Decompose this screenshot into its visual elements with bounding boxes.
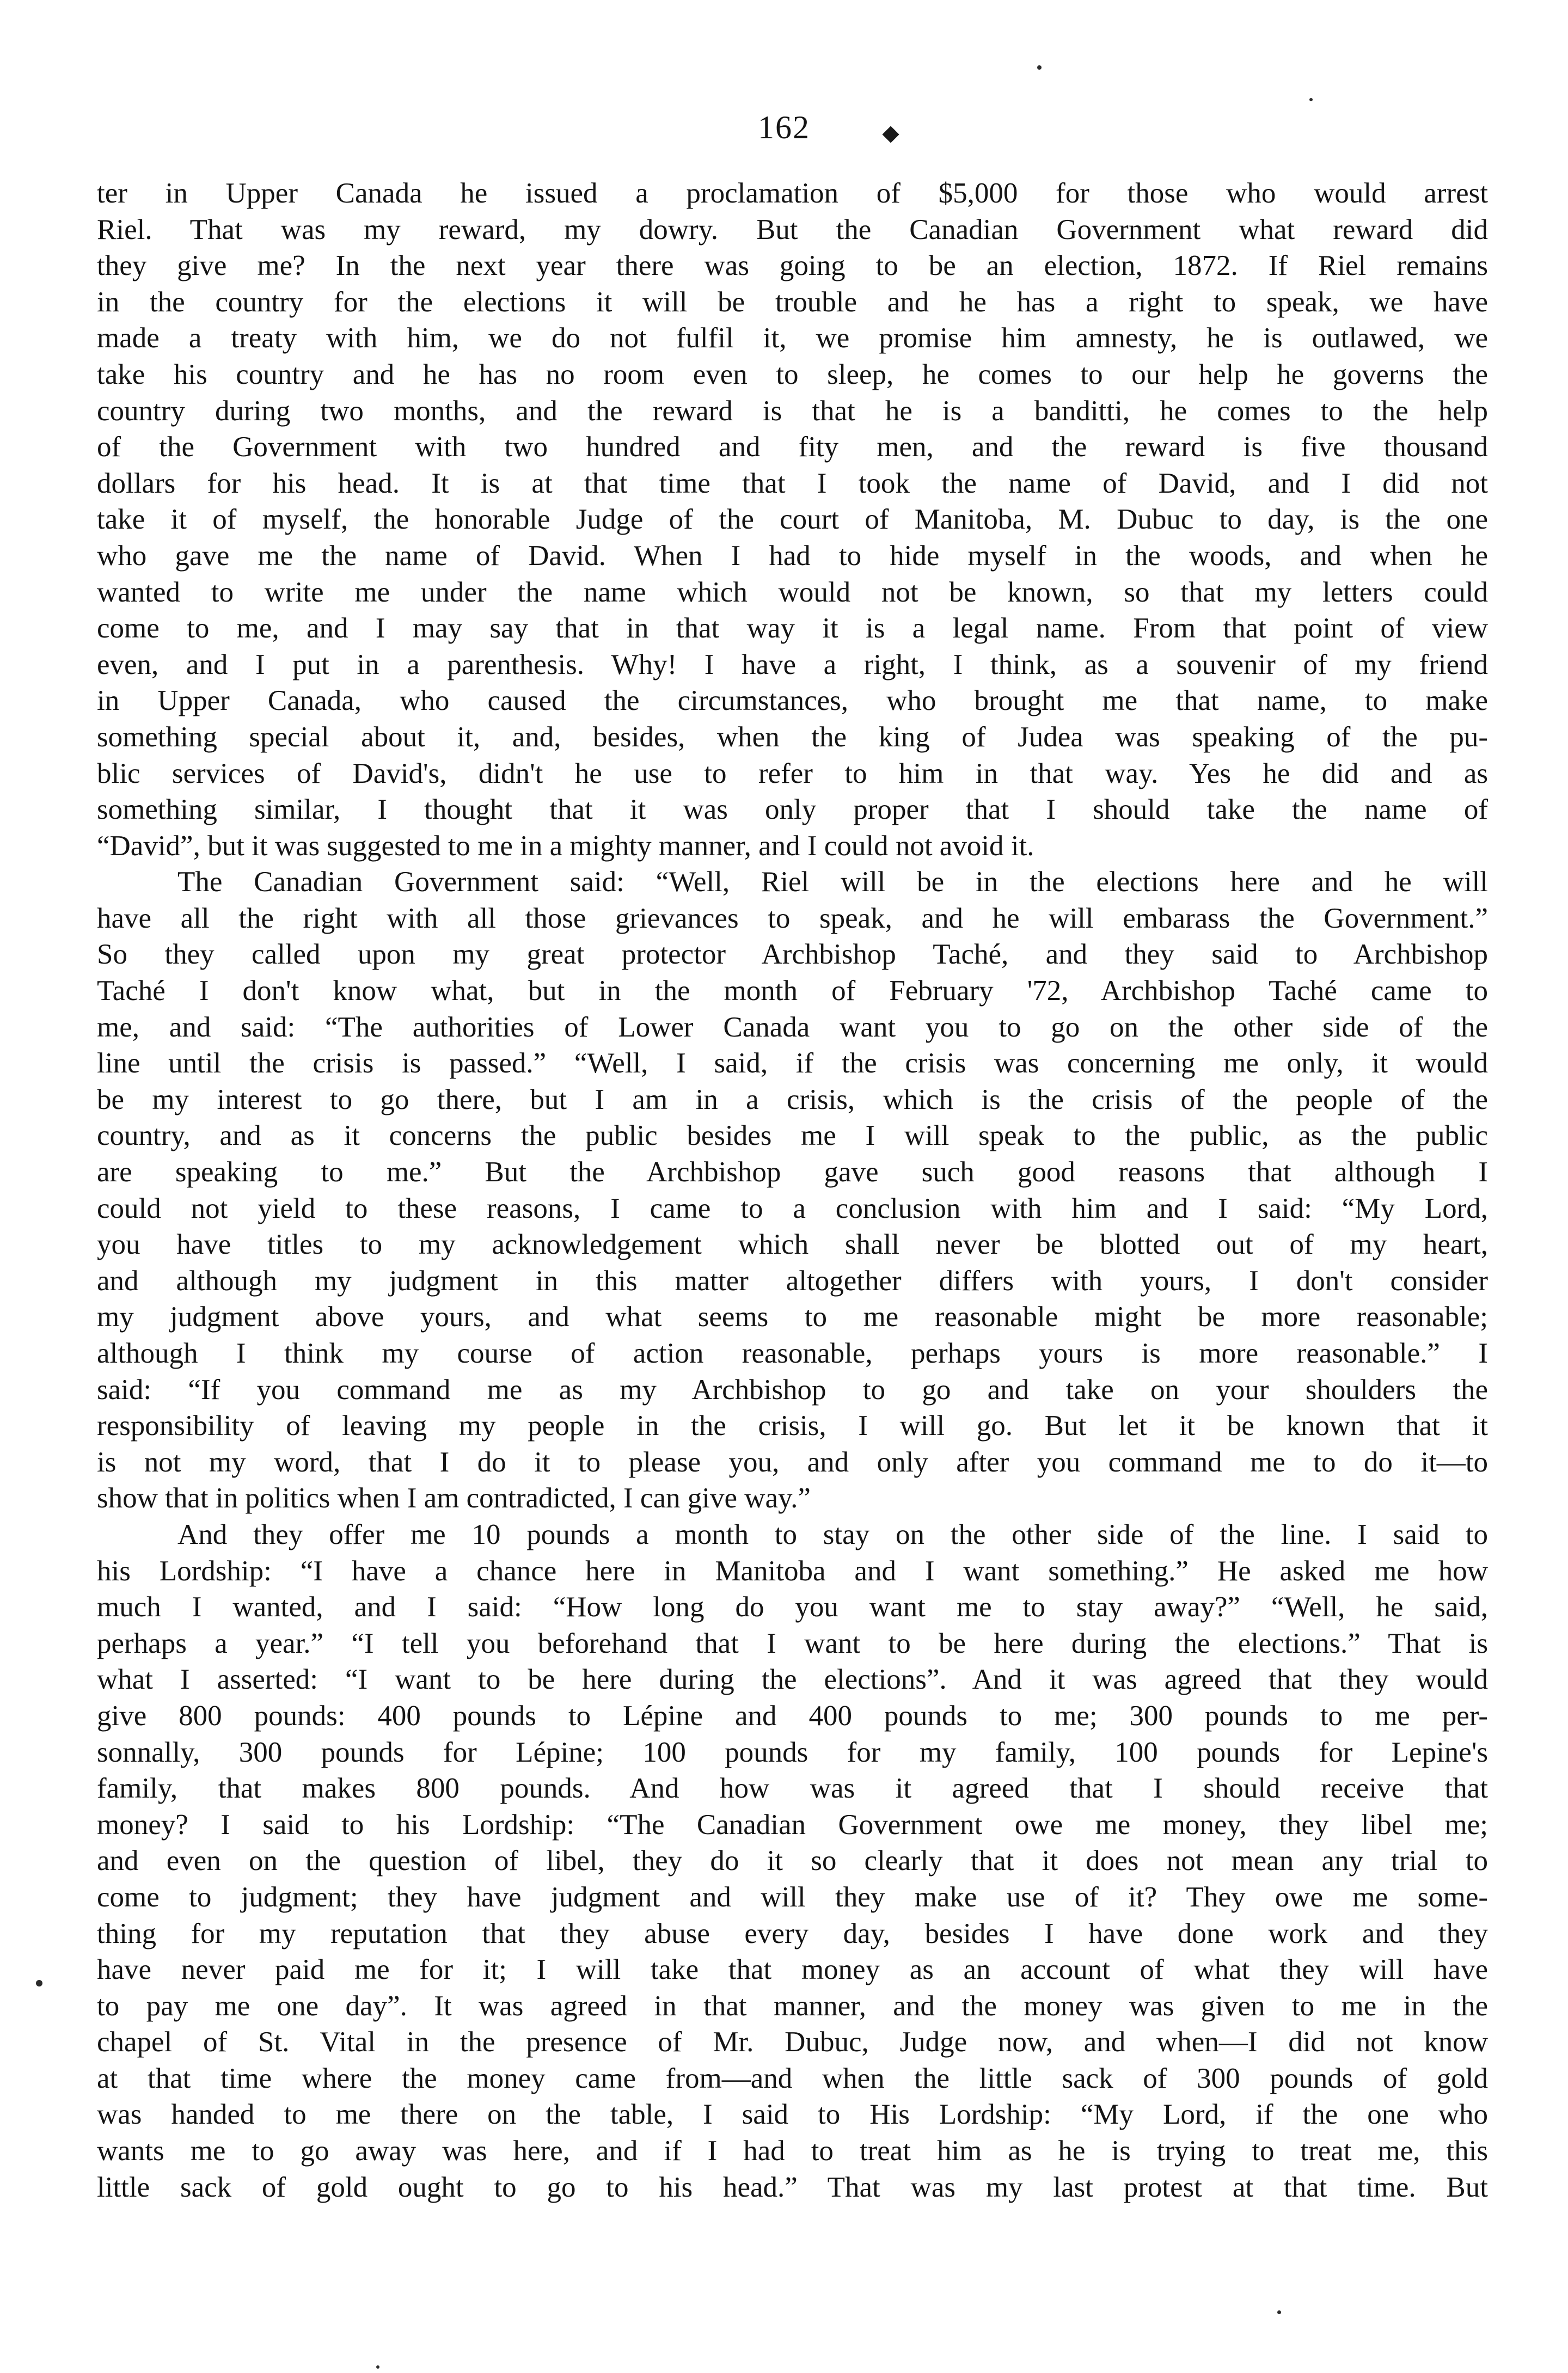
text-line: even, and I put in a parenthesis. Why! I have a right, I think, as a souvenir of my friend — [97, 648, 1488, 680]
text-line: country during two months, and the reward is that he is a banditti, he comes to the help — [97, 395, 1488, 427]
text-line: made a treaty with him, we do not fulfil it, we promise him amnesty, he is outlawed, we — [97, 322, 1488, 354]
text-line: what I asserted: “I want to be here during the elections”. And it was agreed that they would — [97, 1664, 1488, 1696]
ink-speck — [1037, 65, 1042, 70]
text-line: show that in politics when I am contradicted, I can give way.” — [97, 1482, 811, 1514]
text-line: to pay me one day”. It was agreed in that manner, and the money was given to me in the — [97, 1990, 1488, 2022]
ink-speck — [1277, 2310, 1281, 2314]
text-line: responsibility of leaving my people in the crisis, I will go. But let it be known that it — [97, 1410, 1488, 1442]
ink-speck — [1309, 98, 1313, 101]
text-line: in the country for the elections it will be trouble and he has a right to speak, we have — [97, 286, 1488, 318]
text-line: sonnally, 300 pounds for Lépine; 100 pounds for my family, 100 pounds for Lepine's — [97, 1736, 1488, 1768]
text-line: take his country and he has no room even to sleep, he comes to our help he governs the — [97, 358, 1488, 390]
text-line: take it of myself, the honorable Judge of the court of Manitoba, M. Dubuc to day, is the one — [97, 504, 1488, 536]
text-line: perhaps a year.” “I tell you beforehand that I want to be here during the elections.” That is — [97, 1627, 1488, 1659]
text-line: in Upper Canada, who caused the circumstances, who brought me that name, to make — [97, 685, 1488, 717]
text-line: is not my word, that I do it to please you, and only after you command me to do it—to — [97, 1446, 1488, 1478]
text-line: who gave me the name of David. When I had to hide myself in the woods, and when he — [97, 539, 1488, 572]
text-line: something similar, I thought that it was only proper that I should take the name of — [97, 794, 1488, 826]
ink-speck — [36, 1980, 42, 1986]
text-line: country, and as it concerns the public besides me I will speak to the public, as the public — [97, 1120, 1488, 1152]
text-line: Taché I don't know what, but in the month of February '72, Archbishop Taché came to — [97, 975, 1488, 1007]
text-line: and even on the question of libel, they do it so clearly that it does not mean any trial to — [97, 1845, 1488, 1877]
text-line: family, that makes 800 pounds. And how was it agreed that I should receive that — [97, 1773, 1488, 1805]
text-line: something special about it, and, besides, when the king of Judea was speaking of the pu- — [97, 721, 1488, 753]
text-line: blic services of David's, didn't he use to refer to him in that way. Yes he did and as — [97, 757, 1488, 789]
text-line: have never paid me for it; I will take that money as an account of what they will have — [97, 1954, 1488, 1986]
ink-speck — [376, 2365, 379, 2369]
text-line: money? I said to his Lordship: “The Canadian Government owe me money, they libel me; — [97, 1808, 1488, 1841]
text-line: his Lordship: “I have a chance here in Manitoba and I want something.” He asked me how — [97, 1555, 1488, 1587]
text-line: although I think my course of action reasonable, perhaps yours is more reasonable.” I — [97, 1338, 1488, 1369]
text-line: come to me, and I may say that in that way it is a legal name. From that point of view — [97, 612, 1488, 645]
text-line: Riel. That was my reward, my dowry. But the Canadian Government what reward did — [97, 213, 1488, 246]
text-line: my judgment above yours, and what seems to me reasonable might be more reasonable; — [97, 1301, 1488, 1333]
body-text — [97, 175, 1488, 2205]
page-number: 162 — [758, 109, 810, 145]
text-line: of the Government with two hundred and fity men, and the reward is five thousand — [97, 431, 1488, 463]
text-line: you have titles to my acknowledgement which shall never be blotted out of my heart, — [97, 1229, 1488, 1261]
text-line: have all the right with all those grievances to speak, and he will embarass the Government.” — [97, 902, 1488, 934]
text-line: said: “If you command me as my Archbishop to go and take on your shoulders the — [97, 1373, 1488, 1406]
text-line: chapel of St. Vital in the presence of Mr. Dubuc, Judge now, and when—I did not know — [97, 2026, 1488, 2058]
text-line: line until the crisis is passed.” “Well, I said, if the crisis was concerning me only, it would — [97, 1047, 1488, 1080]
text-line: and although my judgment in this matter altogether differs with yours, I don't consider — [97, 1265, 1488, 1297]
text-line: wants me to go away was here, and if I had to treat him as he is trying to treat me, this — [97, 2135, 1488, 2167]
text-line: are speaking to me.” But the Archbishop gave such good reasons that although I — [97, 1156, 1488, 1188]
text-line: they give me? In the next year there was going to be an election, 1872. If Riel remains — [97, 250, 1488, 282]
text-line: was handed to me there on the table, I said to His Lordship: “My Lord, if the one who — [97, 2099, 1488, 2131]
text-line: come to judgment; they have judgment and will they make use of it? They owe me some- — [97, 1881, 1488, 1913]
text-line: little sack of gold ought to go to his head.” That was my last protest at that time. But — [97, 2171, 1488, 2203]
text-line: And they offer me 10 pounds a month to stay on the other side of the line. I said to — [177, 1518, 1488, 1550]
text-line: ter in Upper Canada he issued a proclamation of $5,000 for those who would arrest — [97, 177, 1488, 209]
text-line: wanted to write me under the name which would not be known, so that my letters could — [97, 576, 1488, 608]
text-line: The Canadian Government said: “Well, Riel will be in the elections here and he will — [177, 866, 1488, 898]
text-line: much I wanted, and I said: “How long do you want me to stay away?” “Well, he said, — [97, 1591, 1488, 1623]
text-line: me, and said: “The authorities of Lower Canada want you to go on the other side of the — [97, 1011, 1488, 1043]
text-line: “David”, but it was suggested to me in a mighty manner, and I could not avoid it. — [97, 830, 1034, 862]
text-line: thing for my reputation that they abuse every day, besides I have done work and they — [97, 1917, 1488, 1949]
text-line: dollars for his head. It is at that time that I took the name of David, and I did not — [97, 467, 1488, 499]
text-line: So they called upon my great protector Archbishop Taché, and they said to Archbishop — [97, 939, 1488, 971]
text-line: at that time where the money came from—and when the little sack of 300 pounds of gold — [97, 2062, 1488, 2094]
text-line: be my interest to go there, but I am in a crisis, which is the crisis of the people of the — [97, 1083, 1488, 1115]
text-line: could not yield to these reasons, I came to a conclusion with him and I said: “My Lord, — [97, 1192, 1488, 1224]
text-line: give 800 pounds: 400 pounds to Lépine and 400 pounds to me; 300 pounds to me per- — [97, 1700, 1488, 1732]
